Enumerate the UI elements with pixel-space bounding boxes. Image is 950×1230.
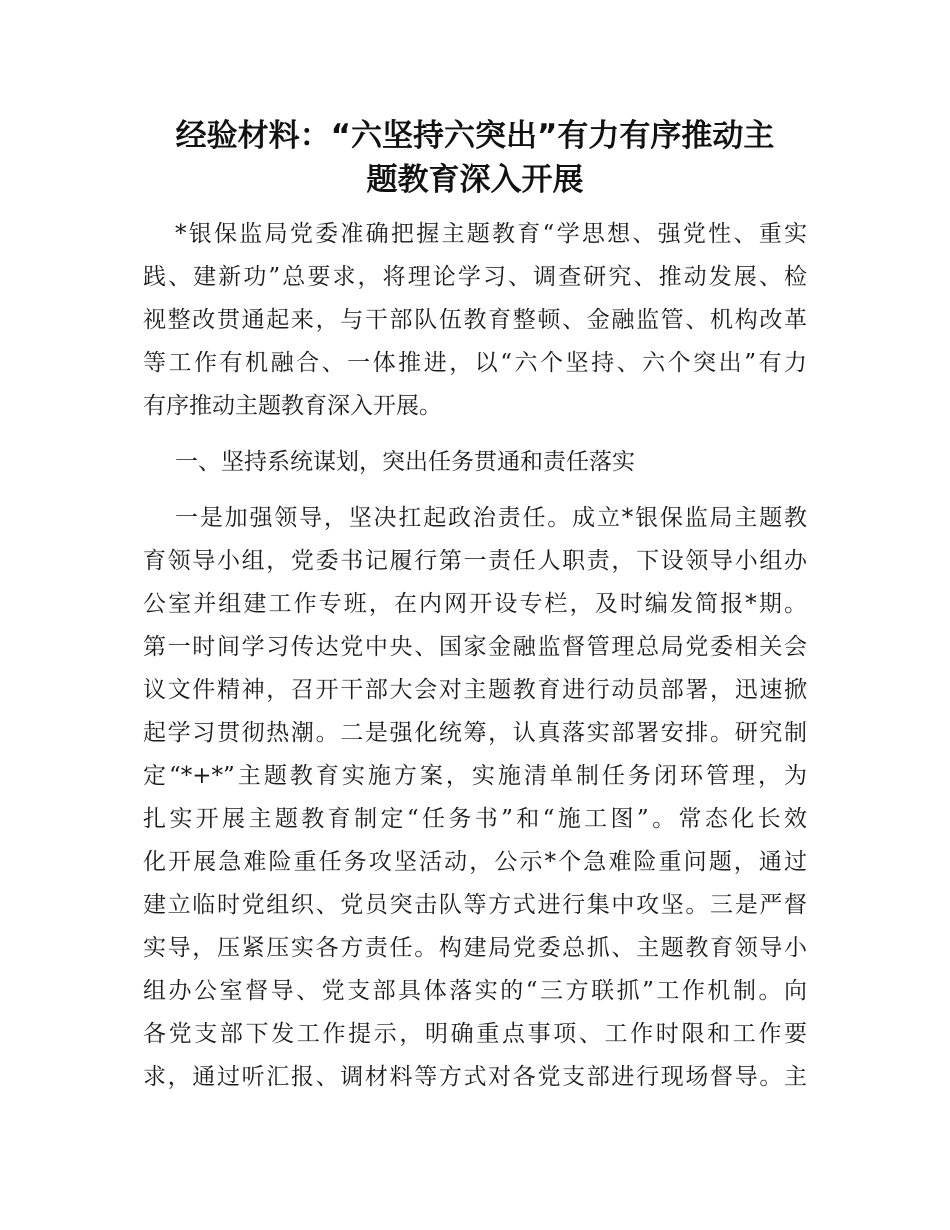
body-line: 视整改贯通起来，与干部队伍教育整顿、金融监管、机构改革 [143,307,807,333]
body-line: 化开展急难险重任务攻坚活动，公示*个急难险重问题，通过 [143,849,807,875]
document-title-line-1: 经验材料：“六坚持六突出”有力有序推动主 [175,118,775,154]
body-line: 实导，压紧压实各方责任。构建局党委总抓、主题教育领导小 [143,935,807,961]
body-line: 有序推动主题教育深入开展。 [143,393,442,419]
body-line: 扎实开展主题教育制定“任务书”和“施工图”。常态化长效 [143,806,807,832]
document-title-line-2: 题教育深入开展 [366,162,584,198]
body-line: 组办公室督导、党支部具体落实的“三方联抓”工作机制。向 [143,978,807,1004]
body-line: 建立临时党组织、党员突击队等方式进行集中攻坚。三是严督 [143,892,807,918]
body-line: 议文件精神，召开干部大会对主题教育进行动员部署，迅速掀 [143,677,807,703]
body-line: 育领导小组，党委书记履行第一责任人职责，下设领导小组办 [143,548,807,574]
section-heading-text: 一、坚持系统谋划，突出任务贯通和责任落实 [175,449,635,475]
body-line: 各党支部下发工作提示，明确重点事项、工作时限和工作要 [143,1021,807,1047]
body-line: 求，通过听汇报、调材料等方式对各党支部进行现场督导。主 [143,1064,807,1090]
body-line: 定“*+*”主题教育实施方案，实施清单制任务闭环管理，为 [143,763,807,789]
body-line: 第一时间学习传达党中央、国家金融监督管理总局党委相关会 [143,634,807,660]
body-line: *银保监局党委准确把握主题教育“学思想、强党性、重实 [175,221,807,247]
body-line: 起学习贯彻热潮。二是强化统筹，认真落实部署安排。研究制 [143,720,807,746]
body-line: 公室并组建工作专班，在内网开设专栏，及时编发简报*期。 [143,591,807,617]
body-line: 一是加强领导，坚决扛起政治责任。成立*银保监局主题教 [175,505,807,531]
body-line: 践、建新功”总要求，将理论学习、调查研究、推动发展、检 [143,264,807,290]
body-line: 等工作有机融合、一体推进，以“六个坚持、六个突出”有力 [143,350,807,376]
